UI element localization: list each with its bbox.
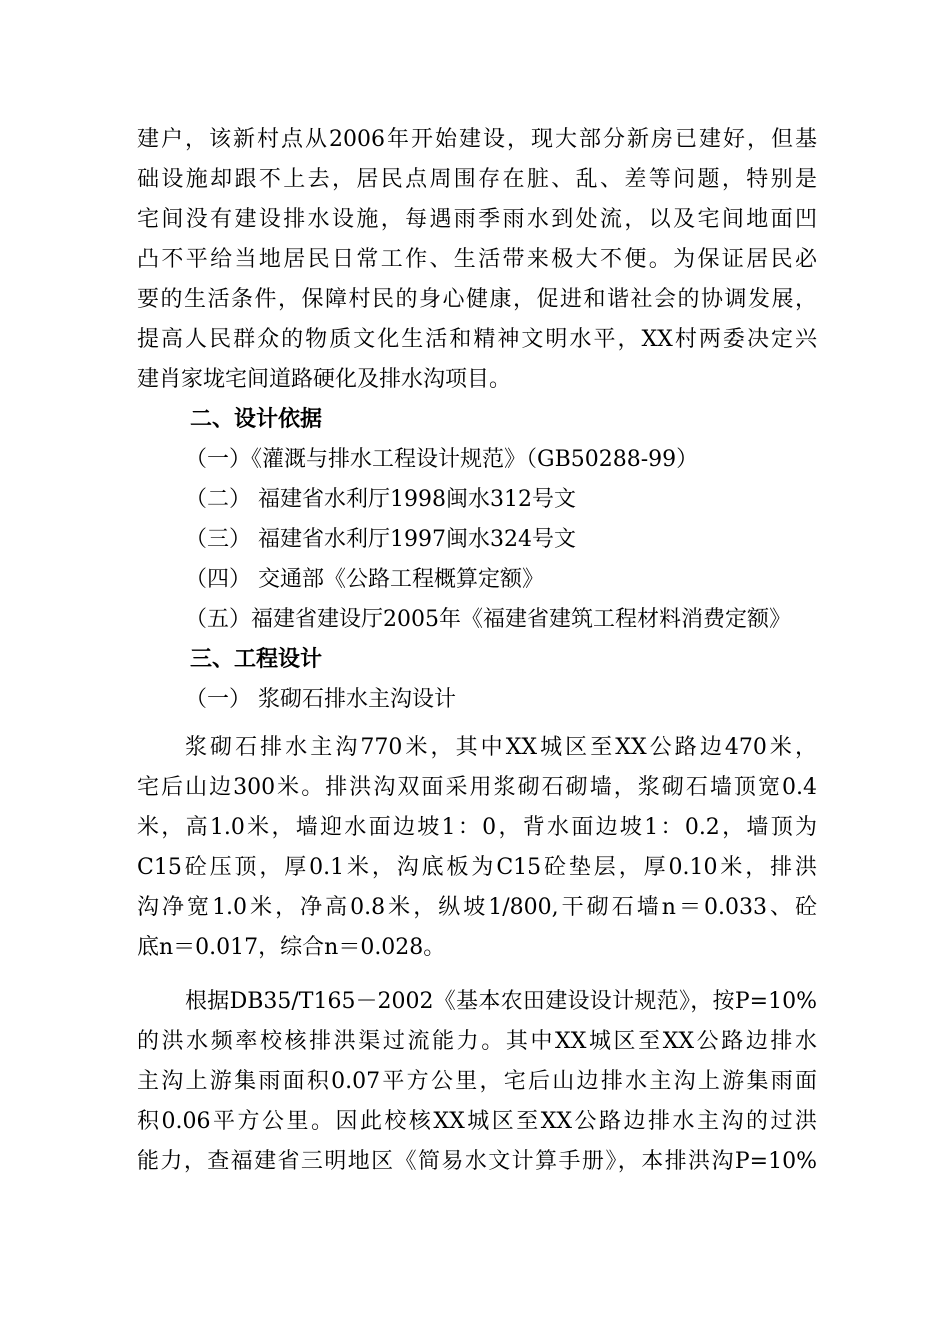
text-line: 建户，该新村点从2006年开始建设，现大部分新房已建好，但基 xyxy=(137,127,817,152)
text-line: C15砼压顶，厚0.1米，沟底板为C15砼垫层，厚0.10米，排洪 xyxy=(137,855,817,880)
text-line: （四） 交通部《公路工程概算定额》 xyxy=(185,567,544,592)
text-line: 积0.06平方公里。因此校核XX城区至XX公路边排水主沟的过洪 xyxy=(137,1109,817,1134)
text-line: 根据DB35/T165－2002《基本农田建设设计规范》，按P=10% xyxy=(185,989,817,1014)
text-line: 沟净宽1.0米，净高0.8米，纵坡1/800,干砌石墙n＝0.033、砼 xyxy=(137,895,817,920)
text-line: （二） 福建省水利厅1998闽水312号文 xyxy=(185,487,576,512)
text-line: 能力，查福建省三明地区《简易水文计算手册》，本排洪沟P=10% xyxy=(137,1149,817,1174)
text-line: （三） 福建省水利厅1997闽水324号文 xyxy=(185,527,576,552)
text-line: （一）《灌溉与排水工程设计规范》（GB50288-99） xyxy=(185,447,699,472)
text-line: 提高人民群众的物质文化生活和精神文明水平，XX村两委决定兴 xyxy=(137,327,817,352)
text-line: 底n＝0.017，综合n＝0.028。 xyxy=(137,935,446,960)
text-line: 主沟上游集雨面积0.07平方公里，宅后山边排水主沟上游集雨面 xyxy=(137,1069,817,1094)
text-line: 要的生活条件，保障村民的身心健康，促进和谐社会的协调发展， xyxy=(137,287,817,312)
text-line: 凸不平给当地居民日常工作、生活带来极大不便。为保证居民必 xyxy=(137,247,817,272)
text-line: 的洪水频率校核排洪渠过流能力。其中XX城区至XX公路边排水 xyxy=(137,1029,817,1054)
text-line: 米，高1.0米，墙迎水面边坡1：0，背水面边坡1：0.2，墙顶为 xyxy=(137,815,817,840)
text-line: （一） 浆砌石排水主沟设计 xyxy=(185,687,456,712)
text-line: 建肖家垅宅间道路硬化及排水沟项目。 xyxy=(137,367,512,392)
text-line: 宅后山边300米。排洪沟双面采用浆砌石砌墙，浆砌石墙顶宽0.4 xyxy=(137,775,817,800)
text-line: （五）福建省建设厅2005年《福建省建筑工程材料消费定额》 xyxy=(185,607,791,632)
section-heading: 三、工程设计 xyxy=(190,647,323,672)
section-heading: 二、设计依据 xyxy=(190,407,323,432)
text-line: 础设施却跟不上去，居民点周围存在脏、乱、差等问题，特别是 xyxy=(137,167,817,192)
text-line: 宅间没有建设排水设施，每遇雨季雨水到处流，以及宅间地面凹 xyxy=(137,207,817,232)
text-line: 浆砌石排水主沟770米，其中XX城区至XX公路边470米， xyxy=(185,735,817,760)
